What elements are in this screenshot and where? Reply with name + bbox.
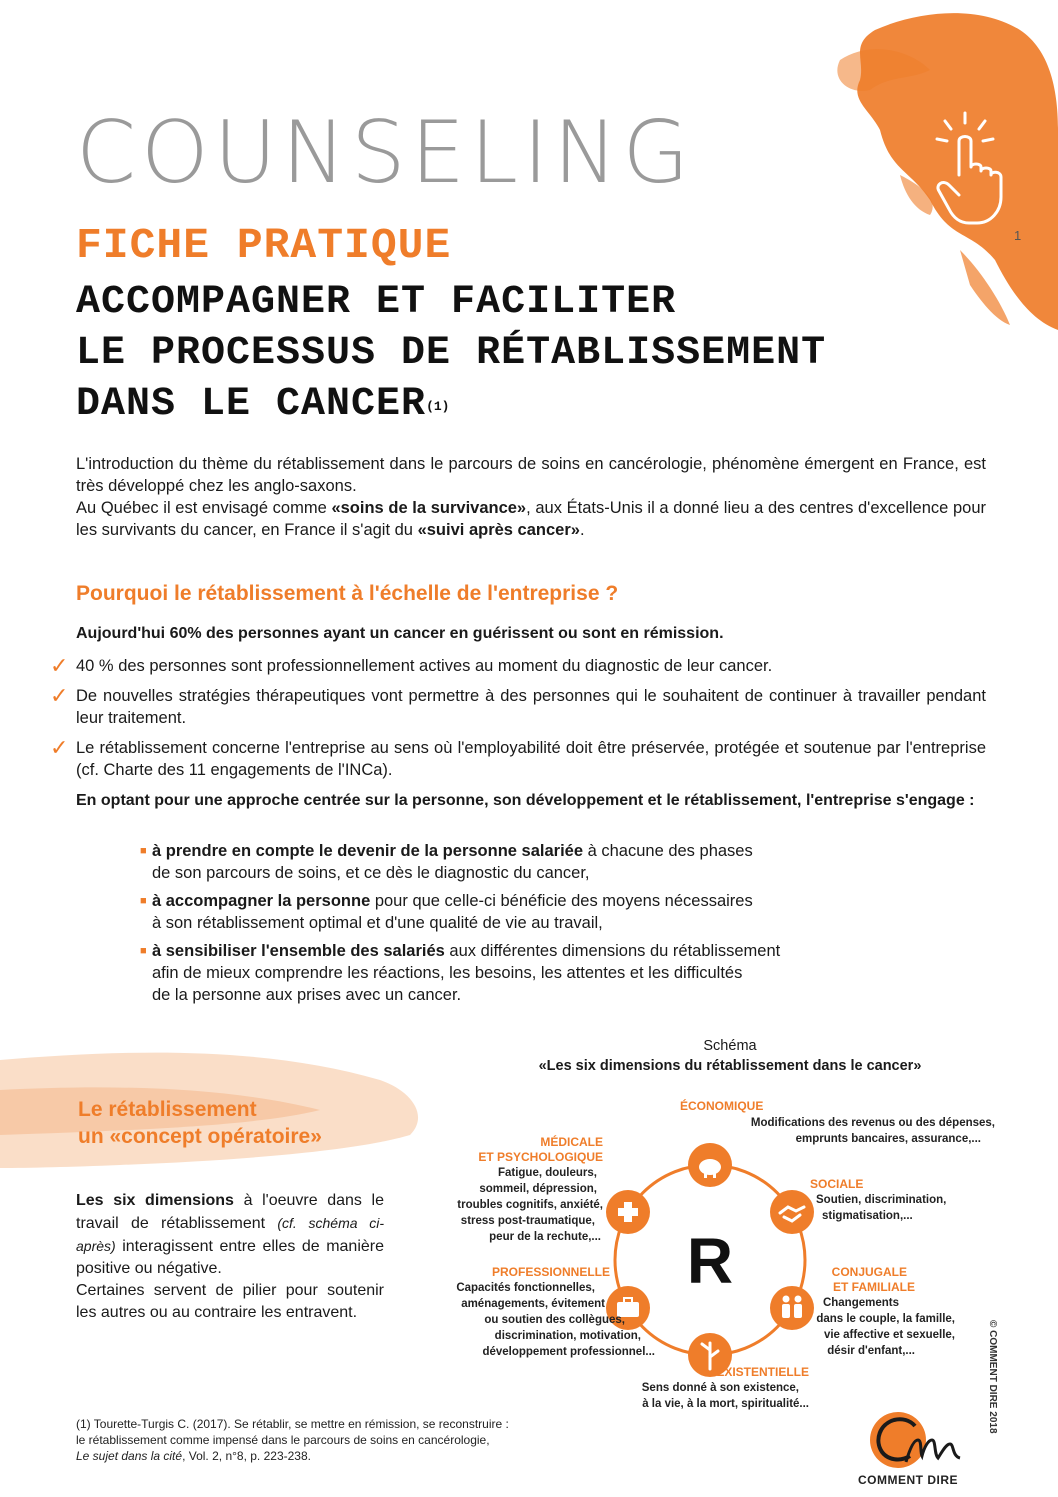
pointing-hand-icon	[915, 105, 1015, 230]
check-icon: ✓	[50, 653, 69, 678]
dimension-desc: à la vie, à la mort, spiritualité...	[642, 1398, 809, 1410]
title-line-1: ACCOMPAGNER ET FACILITER	[76, 280, 677, 325]
logo-cm	[860, 1400, 970, 1475]
list-item	[140, 840, 920, 884]
page-title	[76, 277, 826, 430]
dimension-desc: désir d'enfant,...	[827, 1345, 915, 1357]
bullet-line: à son rétablissement optimal et d'une qualité de vie au travail,	[152, 914, 603, 932]
dimension-desc: Sens donné à son existence,	[641, 1382, 799, 1394]
footnote-journal: Le sujet dans la cité	[76, 1449, 183, 1463]
section2-body	[76, 1190, 384, 1324]
footnote-line-3: , Vol. 2, n°8, p. 223-238.	[182, 1449, 311, 1463]
logo-text: COMMENT DIRE	[858, 1473, 958, 1487]
schema-label: Schéma	[703, 1038, 757, 1054]
check-text: 40 % des personnes sont professionnellement actives au moment du diagnostic de leur cancer.	[76, 657, 773, 675]
section2-text-2: interagissent entre elles de manière positive ou négative.	[76, 1238, 384, 1277]
bullet-bold: à accompagner la personne	[152, 892, 371, 910]
dimension-desc: développement professionnel...	[482, 1346, 655, 1358]
dimension-title: CONJUGALE	[831, 1265, 907, 1279]
schema-title: «Les six dimensions du rétablissement dans le cancer»	[538, 1058, 922, 1074]
bullet-icon: ■	[140, 895, 147, 907]
bullet-text	[152, 840, 753, 884]
dimension-economique	[680, 1099, 763, 1114]
dimension-sociale	[810, 1177, 960, 1224]
list-item	[50, 655, 986, 677]
footnote-line-2: le rétablissement comme impensé dans le parcours de soins en cancérologie,	[76, 1433, 490, 1447]
intro-p2-e: .	[579, 521, 585, 539]
title-line-3	[76, 379, 826, 430]
section2-title-line-2: un «concept opératoire»	[78, 1125, 322, 1148]
section-lead: Aujourd'hui 60% des personnes ayant un cancer en guérissent ou sont en rémission.	[76, 625, 724, 642]
title-footnote-ref: (1)	[426, 399, 450, 414]
section2-text-1: à l'oeuvre dans le travail de rétablissement	[76, 1192, 384, 1232]
dimension-desc: Fatigue, douleurs,	[497, 1167, 597, 1179]
bullet-text	[152, 940, 780, 1006]
dimension-title: MÉDICALE	[540, 1135, 603, 1149]
six-dimensions-diagram	[455, 1095, 995, 1420]
bullet-bold: à sensibiliser l'ensemble des salariés	[152, 942, 445, 960]
check-text: De nouvelles stratégies thérapeutiques vont permettre à des personnes qui le souhaitent de continuer à travailler pendant leur traitement.	[76, 687, 986, 727]
dimension-desc: aménagements, évitement	[461, 1298, 605, 1310]
section2-bold: Les six dimensions	[76, 1192, 234, 1209]
check-icon: ✓	[50, 683, 69, 708]
title-line-2: LE PROCESSUS DE RÉTABLISSEMENT	[76, 331, 827, 376]
bullet-line: de la personne aux prises avec un cancer.	[152, 986, 462, 1004]
dimension-desc: vie affective et sexuelle,	[823, 1329, 955, 1341]
copyright-notice: © COMMENT DIRE 2018	[987, 1320, 998, 1434]
title-line-3-text: DANS LE CANCER	[76, 382, 427, 427]
brand-title: COUNSELING	[76, 103, 695, 203]
dimension-title: PROFESSIONNELLE	[491, 1265, 610, 1279]
bullet-line: aux différentes dimensions du rétablissement	[444, 942, 781, 960]
dimension-title: EXISTENTIELLE	[716, 1365, 809, 1379]
dimension-conjugale	[755, 1265, 955, 1359]
bullet-line: afin de mieux comprendre les réactions, les besoins, les attentes et les difficultés	[152, 964, 743, 982]
footnote	[76, 1416, 636, 1464]
check-icon: ✓	[50, 735, 69, 760]
intro-p2-d: «suivi après cancer»	[417, 521, 580, 539]
dimension-desc: Soutien, discrimination,	[816, 1194, 947, 1206]
bullet-line: pour que celle-ci bénéficie des moyens nécessaires	[370, 892, 753, 910]
list-item	[140, 890, 920, 934]
dimension-title: SOCIALE	[810, 1177, 864, 1191]
bullet-text	[152, 890, 753, 934]
dimension-desc: sommeil, dépression,	[479, 1183, 597, 1195]
dimension-title: ET PSYCHOLOGIQUE	[478, 1150, 603, 1164]
dimension-desc: Changements	[822, 1297, 899, 1309]
bullet-bold: à prendre en compte le devenir de la personne salariée	[152, 842, 584, 860]
dimension-desc: Capacités fonctionnelles,	[456, 1282, 595, 1294]
bullet-icon: ■	[140, 845, 147, 857]
intro-p1: L'introduction du thème du rétablissement dans le parcours de soins en cancérologie, phénomène émergent en France, est très développé chez les anglo-saxons.	[76, 455, 986, 495]
dimension-desc: emprunts bancaires, assurance,...	[795, 1133, 981, 1145]
kicker-title: FICHE PRATIQUE	[76, 221, 452, 270]
bullet-list	[140, 840, 920, 1012]
engagement-statement: En optant pour une approche centrée sur la personne, son développement et le rétablissement, l'entreprise s'engage :	[76, 792, 975, 809]
dimension-economique-desc	[675, 1115, 995, 1147]
section2-italic: (cf. schéma ci-après)	[76, 1215, 385, 1254]
intro-p2-a: Au Québec il est envisagé comme	[76, 499, 332, 517]
section2-text-3: Certaines servent de pilier pour soutenir les autres ou au contraire les entravent.	[76, 1282, 384, 1321]
diagram-center-letter: R	[686, 1225, 734, 1297]
bullet-icon: ■	[140, 945, 147, 957]
dimension-desc: ou soutien des collègues,	[484, 1314, 625, 1326]
section-title-why: Pourquoi le rétablissement à l'échelle de l'entreprise ?	[76, 582, 619, 605]
intro-p2	[76, 497, 986, 541]
dimension-medicale	[455, 1135, 603, 1245]
bullet-line: à chacune des phases	[583, 842, 753, 860]
list-item	[50, 737, 986, 781]
dimension-desc: dans le couple, la famille,	[816, 1313, 955, 1325]
intro-p2-c: , aux États-Unis il a donné lieu a des centres d'excellence pour les survivants du cancer, en France il s'agit du	[76, 499, 986, 539]
intro-p2-b: «soins de la survivance»	[331, 499, 527, 517]
dimension-desc: stigmatisation,...	[822, 1210, 913, 1222]
check-text: Le rétablissement concerne l'entreprise au sens où l'employabilité doit être préservée, protégée et soutenue par l'entreprise (cf. Charte des 11 engagements de l'INCa).	[76, 739, 986, 779]
schema-heading	[470, 1036, 990, 1076]
check-list	[50, 655, 986, 789]
list-item	[140, 940, 920, 1006]
dimension-desc: discrimination, motivation,	[494, 1330, 641, 1342]
dimension-existentielle	[605, 1365, 835, 1412]
dimension-title: ET FAMILIALE	[833, 1280, 915, 1294]
medical-icon	[606, 1190, 650, 1234]
bullet-line: de son parcours de soins, et ce dès le diagnostic du cancer,	[152, 864, 590, 882]
dimension-desc: troubles cognitifs, anxiété,	[457, 1199, 603, 1211]
piggy-bank-icon	[688, 1143, 732, 1187]
footnote-line-1: (1) Tourette-Turgis C. (2017). Se rétablir, se mettre en rémission, se reconstruire :	[76, 1417, 509, 1431]
dimension-professionnelle	[455, 1265, 655, 1360]
section-title-concept	[78, 1096, 322, 1150]
dimension-desc: Modifications des revenus ou des dépenses,	[750, 1117, 995, 1129]
handshake-icon	[770, 1190, 814, 1234]
dimension-desc: peur de la rechute,...	[489, 1231, 601, 1243]
dimension-title: ÉCONOMIQUE	[680, 1099, 764, 1113]
list-item	[50, 685, 986, 729]
dimension-desc: stress post-traumatique,	[460, 1215, 595, 1227]
page-number: 1	[1014, 228, 1022, 243]
intro-paragraph	[76, 453, 986, 541]
section2-title-line-1: Le rétablissement	[78, 1098, 257, 1121]
